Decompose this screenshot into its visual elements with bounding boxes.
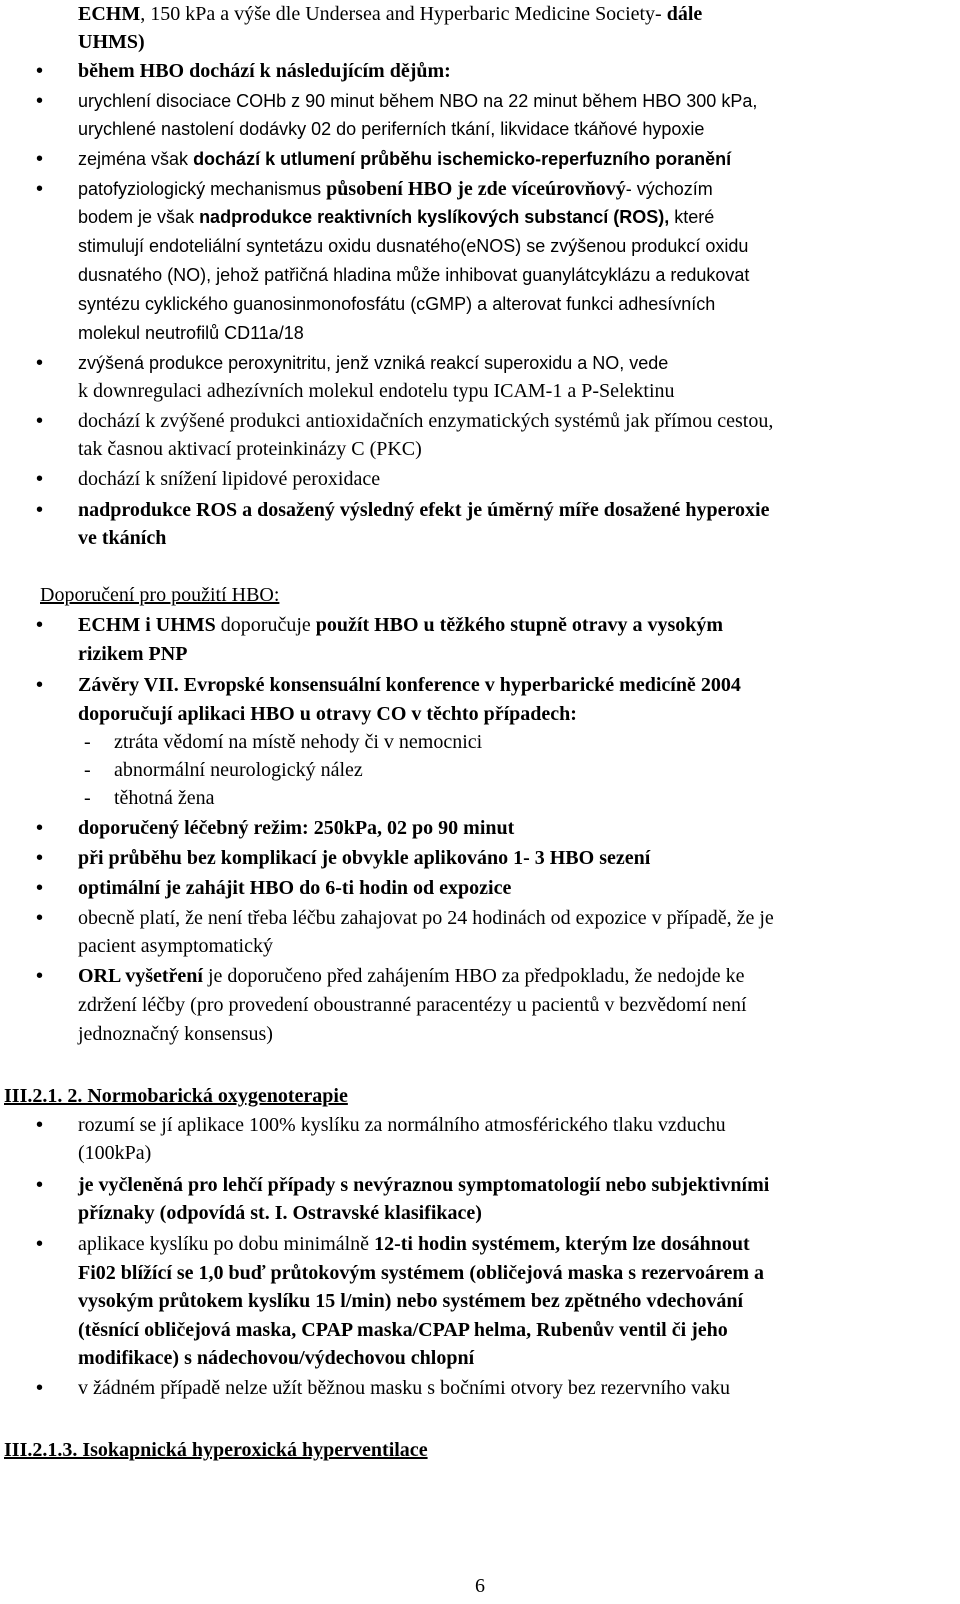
list-item: • při průběhu bez komplikací je obvykle aplikováno 1- 3 HBO sezení	[78, 844, 650, 873]
list-item-cont: bodem je však nadprodukce reaktivních kyslíkových substancí (ROS), které	[78, 207, 715, 227]
list-item-cont: modifikace) s nádechovou/výdechovou chlopní	[78, 1347, 475, 1369]
page-number: 6	[475, 1575, 485, 1597]
dash-item: - těhotná žena	[114, 784, 215, 813]
list-item-cont: syntézu cyklického guanosinmonofosfátu (cGMP) a alterovat funkci adhesívních	[78, 294, 716, 314]
list-item-cont: ve tkáních	[78, 527, 167, 549]
list-item: • dochází k snížení lipidové peroxidace	[78, 465, 380, 494]
list-item-cont: vysokým průtokem kyslíku 15 l/min) nebo systémem bez zpětného vdechování	[78, 1290, 744, 1312]
list-item-cont: pacient asymptomatický	[78, 935, 273, 957]
section-heading-isocapnic: III.2.1.3. Isokapnická hyperoxická hyperventilace	[4, 1439, 428, 1461]
list-item: • je vyčleněná pro lehčí případy s nevýraznou symptomatologií nebo subjektivními	[78, 1171, 769, 1200]
list-item: • v žádném případě nelze užít běžnou masku s bočními otvory bez rezervního vaku	[78, 1374, 730, 1403]
list-item-cont: Fi02 blížící se 1,0 buď průtokovým systémem (obličejová maska s rezervoárem a	[78, 1262, 765, 1284]
list-item-cont: (těsnící obličejová maska, CPAP maska/CPAP helma, Rubenův ventil či jeho	[78, 1319, 728, 1341]
list-item: • Závěry VII. Evropské konsensuální konference v hyperbarické medicíně 2004	[78, 671, 741, 700]
list-item-cont: doporučují aplikaci HBO u otravy CO v těchto případech:	[78, 703, 577, 725]
list-item: • ORL vyšetření je doporučeno před zahájením HBO za předpokladu, že nedojde ke	[78, 962, 744, 991]
list-item-cont: urychlené nastolení dodávky 02 do periferních tkání, likvidace tkáňové hypoxie	[78, 119, 705, 139]
list-item-cont: dusnatého (NO), jehož patřičná hladina může inhibovat guanylátcyklázu a redukovat	[78, 265, 750, 285]
list-item: • patofyziologický mechanismus působení HBO je zde víceúrovňový- výchozím	[78, 175, 713, 204]
list-item: • nadprodukce ROS a dosažený výsledný efekt je úměrný míře dosažené hyperoxie	[78, 496, 769, 525]
list-item: • ECHM i UHMS doporučuje použít HBO u těžkého stupně otravy a vysokým	[78, 611, 723, 640]
intro-line-2: UHMS)	[78, 31, 145, 53]
list-item: • doporučený léčebný režim: 250kPa, 02 po 90 minut	[78, 814, 514, 843]
list-item: • zvýšená produkce peroxynitritu, jenž vzniká reakcí superoxidu a NO, vede	[78, 349, 668, 378]
list-item: • obecně platí, že není třeba léčbu zahajovat po 24 hodinách od expozice v případě, že je	[78, 904, 774, 933]
list-item: • optimální je zahájit HBO do 6-ti hodin od expozice	[78, 874, 511, 903]
section-heading-normobaric: III.2.1. 2. Normobarická oxygenoterapie	[4, 1085, 348, 1107]
list-item: • aplikace kyslíku po dobu minimálně 12-ti hodin systémem, kterým lze dosáhnout	[78, 1230, 750, 1259]
list-item-cont: k downregulaci adhezívních molekul endotelu typu ICAM-1 a P-Selektinu	[78, 380, 675, 402]
list-item-cont: molekul neutrofilů CD11a/18	[78, 323, 304, 343]
list-item-cont: stimulují endoteliální syntetázu oxidu dusnatého(eNOS) se zvýšenou produkcí oxidu	[78, 236, 749, 256]
dash-item: - abnormální neurologický nález	[114, 756, 363, 785]
list-item-cont: zdržení léčby (pro provedení oboustranné paracentézy u pacientů v bezvědomí není	[78, 994, 747, 1016]
list-item-cont: rizikem PNP	[78, 643, 188, 665]
dash-item: - ztráta vědomí na místě nehody či v nemocnici	[114, 728, 482, 757]
list-item: • urychlení disociace COHb z 90 minut během NBO na 22 minut během HBO 300 kPa,	[78, 87, 757, 116]
list-item-cont: tak časnou aktivací proteinkinázy C (PKC)	[78, 438, 422, 460]
list-item: • rozumí se jí aplikace 100% kyslíku za normálního atmosférického tlaku vzduchu	[78, 1111, 726, 1140]
list-item: • dochází k zvýšené produkci antioxidačních enzymatických systémů jak přímou cestou,	[78, 407, 773, 436]
section-heading-recommendations: Doporučení pro použití HBO:	[40, 584, 280, 606]
list-item: • zejména však dochází k utlumení průběhu ischemicko-reperfuzního poranění	[78, 145, 731, 174]
list-item: • během HBO dochází k následujícím dějům:	[78, 57, 451, 86]
list-item-cont: příznaky (odpovídá st. I. Ostravské klasifikace)	[78, 1202, 482, 1224]
intro-line-1: ECHM, 150 kPa a výše dle Undersea and Hyperbaric Medicine Society- dále	[78, 3, 703, 25]
list-item-cont: (100kPa)	[78, 1142, 152, 1164]
list-item-cont: jednoznačný konsensus)	[78, 1023, 273, 1045]
